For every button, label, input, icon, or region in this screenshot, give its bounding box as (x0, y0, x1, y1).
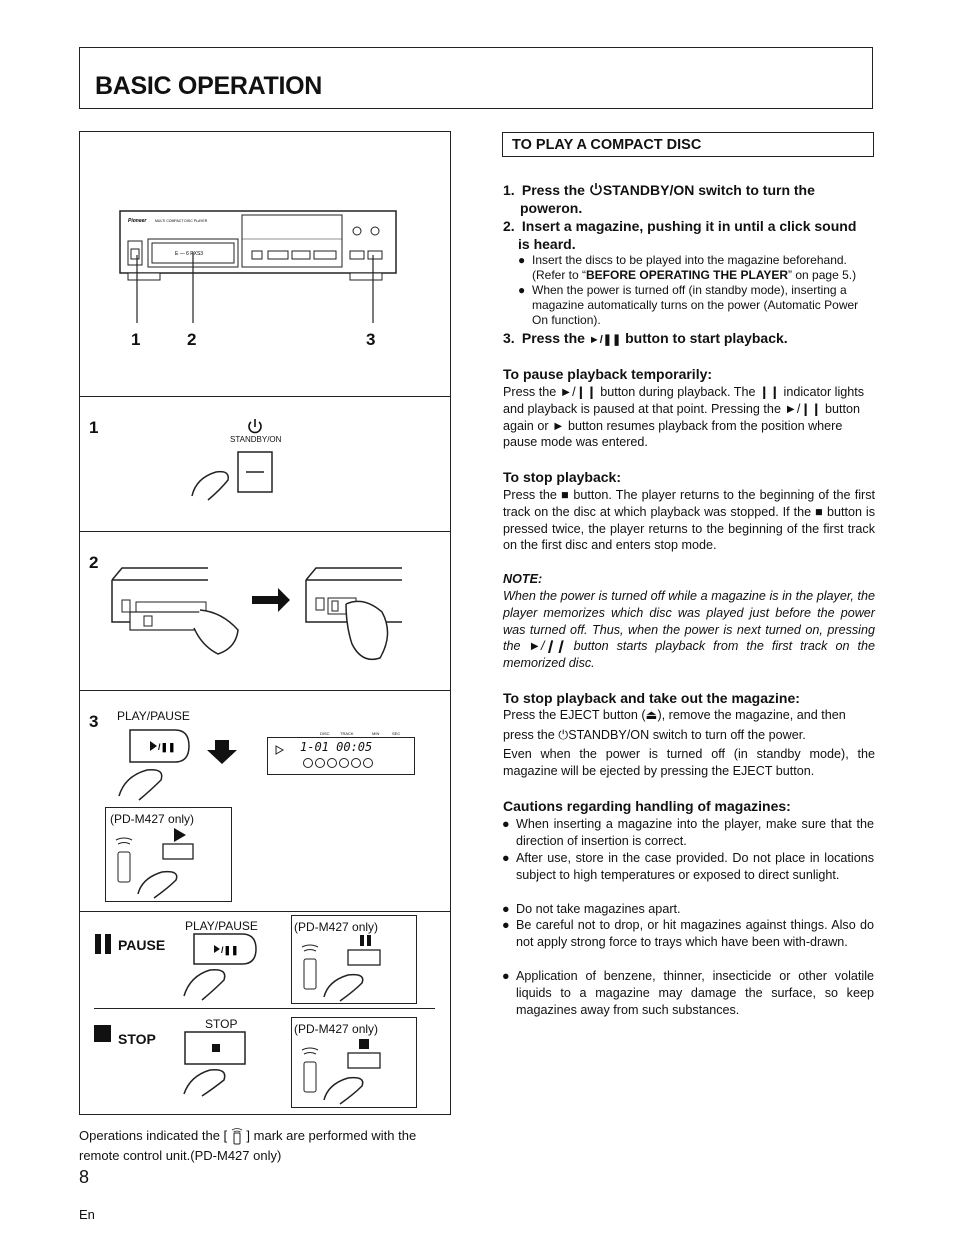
display-label-disc: DISC (320, 731, 330, 736)
play-pause-icon: ►/❚❚ (588, 334, 622, 346)
player-front-panel-drawing (110, 205, 410, 325)
pdm427-only-label-2: (PD-M427 only) (294, 920, 379, 934)
stop-label: STOP (118, 1031, 156, 1047)
language-code: En (79, 1207, 95, 1222)
page-number: 8 (79, 1167, 90, 1187)
pause-text: Press the ►/❙❙ button during playback. The ❙❙ indicator lights and playback is paused at that point. Pressing the ►/❙❙ button again or ► button resumes playback from the position where pause mode was entered. (503, 385, 865, 450)
step-2-cont: is heard. (518, 236, 576, 252)
pdm427-only-label: (PD-M427 only) (110, 812, 195, 826)
callout-2: 2 (187, 330, 197, 349)
pause-label: PAUSE (118, 937, 166, 953)
remote-footnote (79, 1125, 459, 1166)
step-1-cont: poweron. (520, 200, 583, 216)
bullet-1-line-2: (Refer to “BEFORE OPERATING THE PLAYER” on page 5.) (532, 268, 857, 282)
standby-button-press-drawing (190, 446, 280, 516)
play-pause-button-drawing (115, 728, 245, 803)
play-pause-label: PLAY/PAUSE (117, 709, 190, 723)
caution-item-2: ● After use, store in the case provided. Do not place in locations subject to high temperatures or exposed to direct sunlight. (502, 851, 874, 882)
display-label-track: TRACK (340, 731, 354, 736)
svg-text:/❚❚: /❚❚ (221, 945, 239, 955)
caution-item-3: ● Do not take magazines apart. (502, 902, 681, 916)
step-3-text-a: Press the (521, 330, 585, 346)
footnote-text-b: ] mark are performed with the (246, 1128, 417, 1143)
magazine-insertion-drawing (110, 562, 430, 674)
section-title: TO PLAY A COMPACT DISC (512, 137, 702, 153)
eject-line-2: press the ⏻STANDBY/ON switch to turn off the power. (503, 728, 806, 742)
pause-icon (93, 932, 115, 956)
caution-item-5: ● Application of benzene, thinner, insecticide or other volatile liquids to a magazine may damage the surface, so keep magazines away from such substances. (502, 969, 874, 1017)
eject-line-3: Even when the power is turned off (in standby mode), the magazine will be ejected by pressing the EJECT button. (503, 747, 875, 778)
remote-pause-drawing (296, 933, 414, 1003)
page-title: BASIC OPERATION (95, 72, 322, 100)
display-indicators-drawing (272, 740, 412, 770)
pause-button-press-drawing (180, 932, 270, 1002)
step-2-number: 2. (503, 218, 515, 234)
stop-heading: To stop playback: (503, 469, 621, 485)
svg-text:MULTI COMPACT DISC PLAYER: MULTI COMPACT DISC PLAYER (155, 219, 208, 223)
panel-divider (79, 690, 451, 691)
caution-item-1: ● When inserting a magazine into the player, make sure that the direction of insertion is correct. (502, 817, 874, 848)
stop-button-label: STOP (205, 1017, 238, 1031)
remote-control-icon (231, 1125, 243, 1145)
caution-item-4: ● Be careful not to drop, or hit magazines against things. Also do not apply strong force to trays which have been with-drawn. (502, 918, 874, 949)
step-3-number: 3. (503, 330, 515, 346)
step-1-text-a: Press the (521, 182, 585, 198)
bullet-2-line-1: When the power is turned off (in standby mode), inserting a (532, 283, 847, 297)
display-label-sec: SEC (392, 731, 401, 736)
step-3-text-b: button to start playback. (625, 330, 788, 346)
svg-text:E — 6 PXS3: E — 6 PXS3 (175, 251, 204, 257)
eject-line-1: Press the EJECT button (⏏), remove the magazine, and then (503, 708, 846, 722)
play-pause-label-2: PLAY/PAUSE (185, 919, 258, 933)
stop-button-press-drawing (180, 1030, 260, 1098)
figure-step-2-number: 2 (89, 553, 99, 572)
step-3 (503, 329, 875, 349)
bullet-1-line-1: Insert the discs to be played into the magazine beforehand. (532, 253, 847, 267)
cautions-heading: Cautions regarding handling of magazines: (503, 798, 791, 814)
svg-text:/❚❚: /❚❚ (158, 742, 176, 752)
callout-3: 3 (366, 330, 376, 349)
power-icon (589, 182, 603, 196)
display-label-min: MIN (372, 731, 380, 736)
remote-play-drawing (110, 826, 230, 900)
bullet-2-line-3: On function). (532, 313, 601, 327)
step-1-text-b: STANDBY/ON switch to turn the (602, 182, 815, 198)
figure-step-1-number: 1 (89, 418, 99, 437)
step-2 (503, 217, 875, 235)
pdm427-only-label-3: (PD-M427 only) (294, 1022, 379, 1036)
step-2-bullet-2: ● When the power is turned off (in standby mode), inserting a magazine automatically turns on the power (Automatic Power On function). (532, 283, 877, 328)
remote-stop-drawing (296, 1036, 414, 1106)
power-icon (245, 418, 265, 434)
stop-icon (93, 1024, 113, 1044)
footnote-text-a: Operations indicated the [ (79, 1128, 228, 1143)
panel-divider (79, 396, 451, 397)
note-heading: NOTE: (503, 572, 543, 586)
step-1 (503, 181, 875, 199)
stop-text: Press the ■ button. The player returns to the beginning of the first track on the disc at which playback was stopped. If the ■ button is pressed twice, the player returns to the beginning of the first track on the first disc and enters stop mode. (503, 488, 875, 553)
footnote-text-c: remote control unit.(PD-M427 only) (79, 1148, 282, 1163)
step-1-number: 1. (503, 182, 515, 198)
eject-heading: To stop playback and take out the magazine: (503, 690, 800, 706)
panel-divider (79, 911, 451, 912)
step-2-bullet-1: ● Insert the discs to be played into the magazine beforehand. (Refer to “BEFORE OPERATING THE PLAYER” on page 5.) (532, 253, 877, 283)
bullet-2-line-2: magazine automatically turns on the power (Automatic Power (532, 298, 859, 312)
panel-divider (79, 531, 451, 532)
svg-text:Pioneer: Pioneer (128, 218, 147, 224)
step-2-text-a: Insert a magazine, pushing it in until a click sound (521, 218, 857, 234)
callout-1: 1 (131, 330, 141, 349)
display-readout: 1-01 00:05 (300, 740, 373, 754)
standby-on-label: STANDBY/ON (230, 435, 282, 444)
pause-heading: To pause playback temporarily: (503, 366, 713, 382)
panel-divider (94, 1008, 435, 1009)
note-text: When the power is turned off while a magazine is in the player, the player memorizes which disc was played just before the power was turned off. Thus, when the power is next turned on, pressing the ►/❙❙ button starts playback from the first track on the memorized disc. (503, 589, 875, 671)
figure-step-3-number: 3 (89, 712, 99, 731)
